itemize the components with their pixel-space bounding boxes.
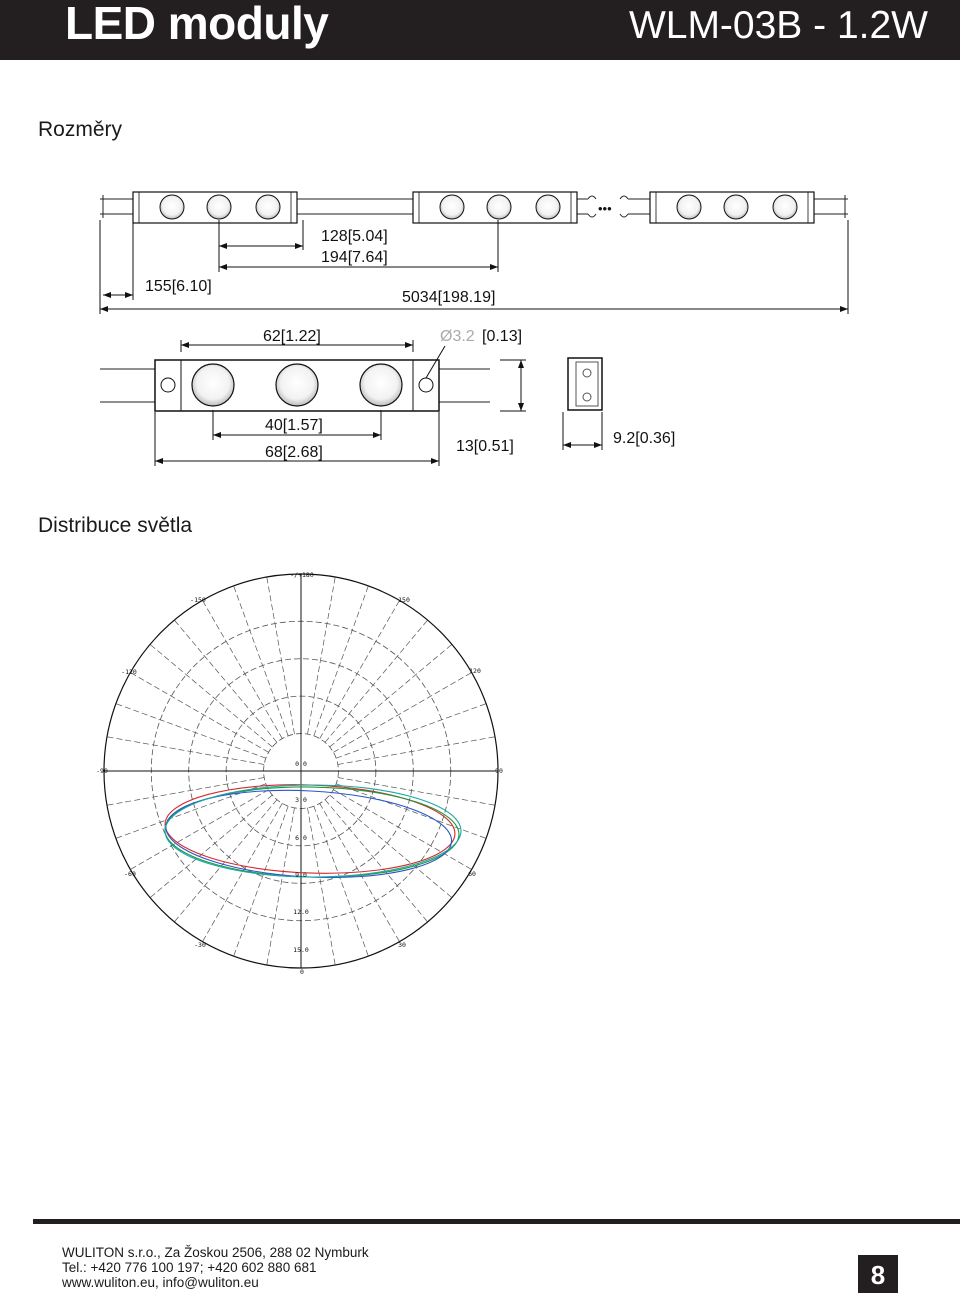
polar-spoke [174,620,277,742]
polar-label-top: -/+180 [290,571,314,579]
polar-labels [96,571,503,976]
dim-module-pitch: 128[5.04] [321,228,388,245]
polar-spoke [150,795,272,898]
page-number: 8 [858,1255,898,1293]
polar-spoke [150,644,272,747]
polar-spoke [333,790,471,870]
polar-radial-0: 0.0 [295,760,307,768]
polar-spoke [234,806,289,956]
dim-lead-length: 155[6.10] [145,278,212,295]
polar-label-150: 150 [398,596,410,604]
dim-module-length: 68[2.68] [265,444,323,461]
polar-label-60: 60 [468,870,476,878]
polar-label-120: 120 [469,667,481,675]
polar-radial-12: 12.0 [293,908,309,916]
polar-spoke [267,808,295,965]
polar-spoke [325,620,428,742]
polar-spoke [203,600,283,738]
polar-spoke [307,808,335,965]
polar-spoke [320,600,400,738]
polar-spoke [107,737,264,765]
polar-label-neg90: -90 [96,767,108,775]
dim-hole-diameter: Ø3.2 [440,328,475,345]
polar-radial-6: 6.0 [295,834,307,842]
polar-label-0: 0 [300,968,304,976]
polar-label-neg150: -150 [190,596,206,604]
polar-spoke [130,673,268,753]
dim-module-width: 13[0.51] [456,438,514,455]
footer-rule [33,1219,960,1224]
polar-spoke [338,737,495,765]
polar-label-30: 30 [398,941,406,949]
section-title-dimensions: Rozměry [38,118,123,141]
dim-led-spacing: 40[1.57] [265,417,323,434]
header-title: LED moduly [65,0,329,49]
dim-module-pitch-2: 194[7.64] [321,249,388,266]
polar-spoke [336,704,486,759]
polar-label-90: 90 [495,767,503,775]
polar-label-neg120: -120 [121,668,137,676]
polar-spoke [267,577,295,734]
polar-spoke [307,577,335,734]
dim-module-height: 9.2[0.36] [613,430,676,447]
dim-module-length-inner: 62[1.22] [263,328,321,345]
dim-hole-diameter-in: [0.13] [482,328,523,345]
chain-ellipsis: ••• [598,201,612,216]
header-model: WLM-03B - 1.2W [628,4,928,47]
polar-spoke [338,777,495,805]
footer [62,1245,369,1290]
dim-total-length: 5034[198.19] [402,289,496,306]
polar-label-neg30: -30 [194,941,206,949]
polar-label-neg60: -60 [124,870,136,878]
section-title-distribution: Distribuce světla [38,514,193,537]
polar-spoke [325,800,428,922]
polar-spoke [203,803,283,941]
footer-web: www.wuliton.eu, info@wuliton.eu [62,1275,259,1290]
polar-spoke [333,673,471,753]
footer-phone: Tel.: +420 776 100 197; +420 602 880 681 [62,1260,317,1275]
polar-spoke [330,644,452,747]
polar-radial-3: 3.0 [295,796,307,804]
footer-address: WULITON s.r.o., Za Žoskou 2506, 288 02 Nymburk [62,1245,369,1260]
polar-curves [164,780,461,884]
polar-radial-9: 9.0 [295,871,307,879]
polar-radial-15: 15.0 [293,946,309,954]
polar-spoke [174,800,277,922]
